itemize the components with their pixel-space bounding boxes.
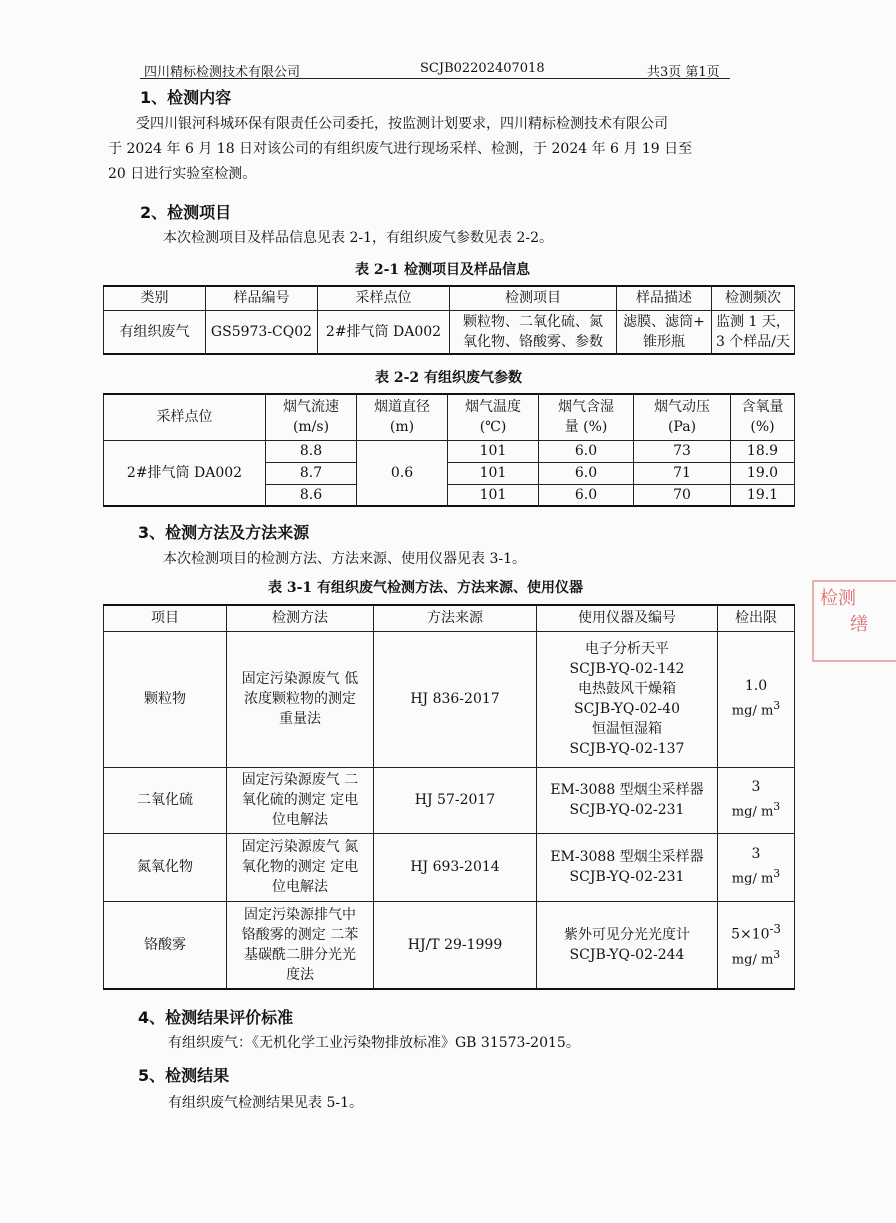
cell-item: 颗粒物 [104,631,227,767]
cell-limit [718,767,795,833]
cell-pressure: 73 [634,440,731,462]
th-item: 项目 [104,605,227,631]
limit-unit [721,945,791,970]
cell-line: SCJB-YQ-02-231 [569,802,685,818]
cell-line: SCJB-YQ-02-142 [569,661,685,677]
cell-temperature: 101 [448,484,539,506]
limit-sup: -3 [769,922,781,937]
header-company: 四川精标检测技术有限公司 [144,65,301,80]
th-flow [266,394,357,440]
cell-line: 位电解法 [272,879,328,895]
cell-line: SCJB-YQ-02-137 [569,741,685,757]
th-line: 含氧量 [741,399,784,416]
cell-source: HJ 57-2017 [374,767,537,833]
table-2-1 [103,285,795,355]
cell-line: 锥形瓶 [643,333,685,350]
section-1-line: 20 日进行实验室检测。 [108,166,257,182]
limit-text: 5×10 [731,926,770,943]
cell-limit [718,833,795,901]
cell-line: 监测 1 天， [716,313,790,330]
cell-line: 固定污染源排气中 [244,906,356,923]
th-oxygen [731,394,795,440]
th-sample-id: 样品编号 [206,286,318,310]
cell-line: 电热鼓风干燥箱 [578,681,676,697]
cell-flow: 8.6 [266,484,357,506]
th-method: 检测方法 [227,605,374,631]
cell-line: SCJB-YQ-02-244 [569,946,685,963]
cell-line: 位电解法 [272,812,328,828]
cell-method [227,833,374,901]
cell-line: EM-3088 型烟尘采样器 [550,849,704,865]
cell-line: 重量法 [279,711,321,727]
th-category: 类别 [104,286,206,310]
th-line: 烟道直径 [374,399,430,416]
cell-line: 滤膜、滤筒+ [623,313,705,330]
th-temperature [448,394,539,440]
cell-line: 紫外可见分光光度计 [564,926,690,943]
table-2-1-caption: 表 2-1 检测项目及样品信息 [355,262,531,278]
cell-oxygen: 18.9 [731,440,795,462]
cell-item: 氮氧化物 [104,833,227,901]
th-line: (m/s) [292,419,330,436]
cell-line: 浓度颗粒物的测定 [244,691,356,707]
cell-humidity: 6.0 [539,462,634,484]
table-2-2-caption: 表 2-2 有组织废气参数 [375,370,523,386]
cell-flow: 8.7 [266,462,357,484]
th-line: (%) [750,419,775,436]
cell-line: EM-3088 型烟尘采样器 [550,782,704,798]
th-line: (m) [389,419,415,436]
section-1-title: 1、检测内容 [140,88,232,107]
cell-source: HJ 836-2017 [374,631,537,767]
unit-text: mg/ m [731,871,774,887]
th-line: 烟气温度 [465,399,521,416]
stamp [812,580,896,662]
unit-sup: 3 [773,699,781,713]
limit-value: 1.0 [744,678,768,695]
cell-line: 氧化物的测定 定电 [241,859,359,875]
header-report-no: SCJB02202407018 [420,61,545,76]
table-row [104,767,795,833]
table-row [104,631,795,767]
table-3-1-caption: 表 3-1 有组织废气检测方法、方法来源、使用仪器 [268,580,584,596]
stamp-line: 缮 [850,614,868,635]
th-items: 检测项目 [450,286,617,310]
cell-source: HJ 693-2014 [374,833,537,901]
th-humidity [539,394,634,440]
header-page: 共3页 第1页 [647,65,720,80]
table-2-2 [103,393,795,507]
cell-limit [718,901,795,989]
limit-unit [721,864,791,889]
cell-line: 电子分析天平 [585,641,669,657]
cell-line: 度法 [286,966,314,983]
section-1-body [108,112,748,187]
limit-unit [721,696,791,721]
cell-source: HJ/T 29-1999 [374,901,537,989]
th-limit: 检出限 [718,605,795,631]
cell-item: 铬酸雾 [104,901,227,989]
cell-point: 2#排气筒 DA002 [104,440,266,506]
unit-sup: 3 [773,800,781,814]
section-4-title: 4、检测结果评价标准 [138,1008,294,1027]
unit-sup: 3 [773,947,781,961]
th-line: (Pa) [667,419,697,436]
page-header [140,60,730,79]
cell-items [450,310,617,354]
cell-instrument [537,767,718,833]
cell-description [617,310,712,354]
cell-line: 颗粒物、二氧化硫、氮 [463,313,603,330]
cell-sample-id: GS5973-CQ02 [206,310,318,354]
section-1-line: 受四川银河科城环保有限责任公司委托，按监测计划要求，四川精标检测技术有限公司 [136,116,668,132]
limit-value: 3 [751,779,761,796]
limit-value: 3 [751,846,761,863]
cell-method [227,767,374,833]
cell-pressure: 70 [634,484,731,506]
th-frequency: 检测频次 [712,286,795,310]
cell-oxygen: 19.1 [731,484,795,506]
section-3-text: 本次检测项目的检测方法、方法来源、使用仪器见表 3-1。 [163,551,526,567]
unit-sup: 3 [773,867,781,881]
th-pressure [634,394,731,440]
th-line: 烟气动压 [654,399,710,416]
cell-line: 氧化硫的测定 定电 [241,792,359,808]
cell-line: 固定污染源废气 低 [241,671,359,687]
unit-text: mg/ m [731,804,774,820]
table-row [104,901,795,989]
cell-item: 二氧化硫 [104,767,227,833]
cell-limit [718,631,795,767]
section-5-title: 5、检测结果 [138,1066,230,1085]
section-2-text: 本次检测项目及样品信息见表 2-1，有组织废气参数见表 2-2。 [163,230,553,246]
unit-text: mg/ m [731,952,774,968]
th-diameter [357,394,448,440]
limit-value [721,919,791,945]
cell-line: 3 个样品/天 [715,333,791,350]
cell-instrument [537,833,718,901]
cell-method [227,901,374,989]
cell-line: 固定污染源废气 氮 [241,839,359,855]
cell-line: SCJB-YQ-02-40 [574,701,680,717]
th-line: 烟气流速 [283,399,339,416]
th-sample-point: 采样点位 [318,286,450,310]
stamp-line: 检测 [820,588,856,609]
table-3-1 [103,604,795,990]
cell-oxygen: 19.0 [731,462,795,484]
cell-instrument [537,631,718,767]
limit-unit [721,797,791,822]
cell-temperature: 101 [448,440,539,462]
table-row [104,833,795,901]
th-line: 量 (%) [564,419,608,436]
section-4-text: 有组织废气：《无机化学工业污染物排放标准》GB 31573-2015。 [168,1035,580,1051]
cell-pressure: 71 [634,462,731,484]
cell-temperature: 101 [448,462,539,484]
cell-line: 恒温恒湿箱 [592,721,662,737]
th-point: 采样点位 [104,394,266,440]
cell-line: SCJB-YQ-02-231 [569,869,685,885]
cell-humidity: 6.0 [539,484,634,506]
section-2-title: 2、检测项目 [140,203,232,222]
cell-line: 铬酸雾的测定 二苯 [241,926,359,943]
cell-frequency [712,310,795,354]
cell-line: 氧化物、铬酸雾、参数 [463,333,603,350]
th-description: 样品描述 [617,286,712,310]
cell-method [227,631,374,767]
cell-category: 有组织废气 [104,310,206,354]
th-source: 方法来源 [374,605,537,631]
cell-line: 固定污染源废气 二 [241,772,359,788]
cell-sample-point: 2#排气筒 DA002 [318,310,450,354]
section-5-text: 有组织废气检测结果见表 5-1。 [168,1095,363,1111]
th-instrument: 使用仪器及编号 [537,605,718,631]
cell-flow: 8.8 [266,440,357,462]
cell-instrument [537,901,718,989]
th-line: (℃) [479,419,507,436]
th-line: 烟气含湿 [558,399,614,416]
cell-diameter: 0.6 [357,440,448,506]
section-3-title: 3、检测方法及方法来源 [138,523,310,542]
unit-text: mg/ m [731,703,774,719]
section-1-line: 于 2024 年 6 月 18 日对该公司的有组织废气进行现场采样、检测，于 2024 年 6 月 19 日至 [108,141,693,157]
cell-line: 基碳酰二肼分光光 [244,946,356,963]
cell-humidity: 6.0 [539,440,634,462]
